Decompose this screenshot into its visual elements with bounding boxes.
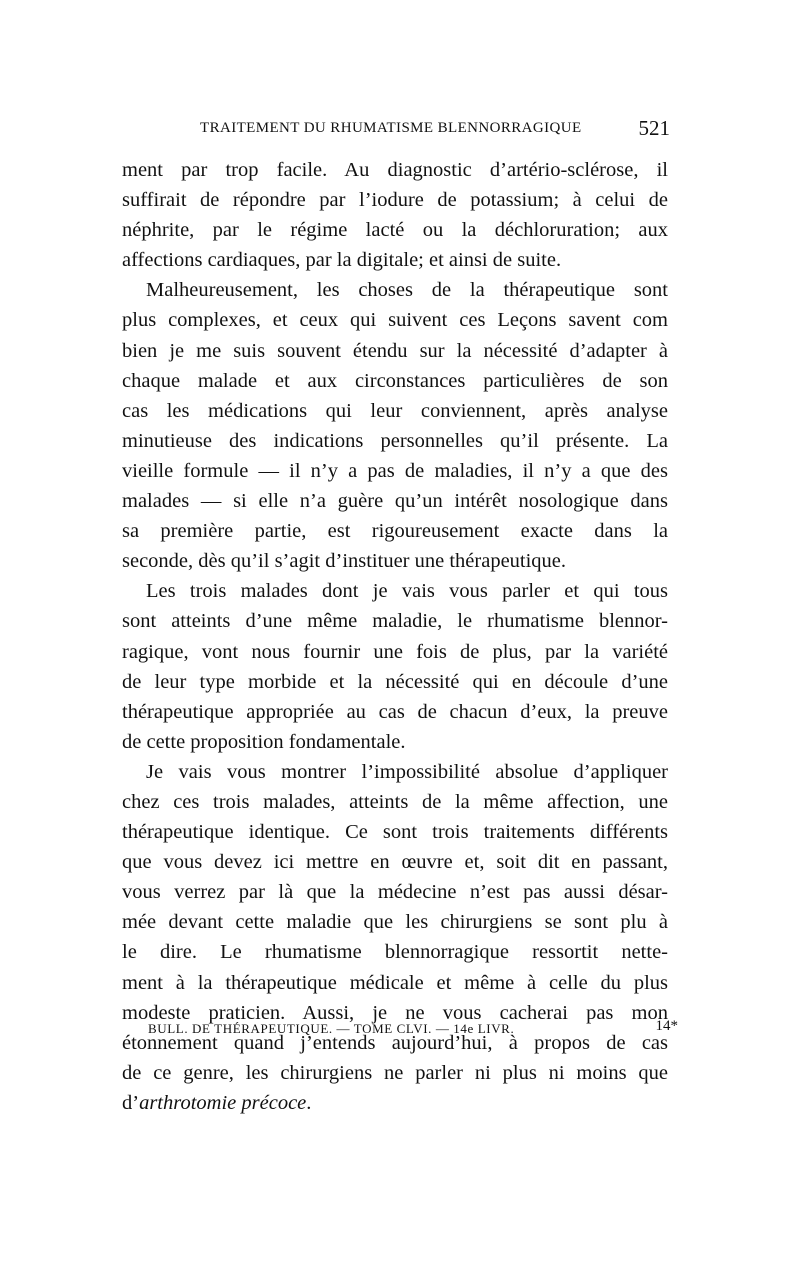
text-line: de cette proposition fondamentale. bbox=[122, 730, 406, 753]
sheet-number: 14* bbox=[655, 1018, 678, 1034]
text-line: néphrite, par le régime lacté ou la déchloruration; aux bbox=[122, 219, 668, 242]
text-line: cas les médications qui leur conviennent, après analyse bbox=[122, 399, 668, 422]
page-number: 521 bbox=[638, 116, 670, 140]
text-line: étonnement quand j’entends aujourd’hui, à propos de cas bbox=[122, 1031, 668, 1054]
text-line: affections cardiaques, par la digitale; et ainsi de suite. bbox=[122, 249, 562, 272]
text-line: Les trois malades dont je vais vous parler et qui tous bbox=[146, 580, 668, 603]
text-line: ment à la thérapeutique médicale et même à celle du plus bbox=[122, 971, 668, 994]
text-line: ragique, vont nous fournir une fois de plus, par la variété bbox=[122, 640, 668, 663]
final-line-suffix: . bbox=[306, 1091, 312, 1114]
text-line: chaque malade et aux circonstances particulières de son bbox=[122, 369, 668, 392]
text-line: vieille formule — il n’y a pas de maladies, il n’y a que des bbox=[122, 459, 668, 482]
body-text bbox=[122, 155, 668, 1118]
text-line: chez ces trois malades, atteints de la même affection, une bbox=[122, 790, 668, 813]
text-line: de leur type morbide et la nécessité qui en découle d’une bbox=[122, 670, 668, 693]
text-line: minutieuse des indications personnelles qu’il présente. La bbox=[122, 429, 668, 452]
text-line: le dire. Le rhumatisme blennorragique ressortit nette- bbox=[122, 941, 668, 964]
text-line: que vous devez ici mettre en œuvre et, soit dit en passant, bbox=[122, 851, 668, 874]
final-line-prefix: d’ bbox=[122, 1091, 140, 1114]
text-line: plus complexes, et ceux qui suivent ces Leçons savent com bbox=[122, 309, 668, 332]
text-line: Je vais vous montrer l’impossibilité absolue d’appliquer bbox=[146, 760, 668, 783]
text-line: Malheureusement, les choses de la thérapeutique sont bbox=[146, 279, 668, 302]
italic-term: arthrotomie précoce bbox=[139, 1091, 307, 1114]
text-line: seconde, dès qu’il s’agit d’instituer une thérapeutique. bbox=[122, 550, 567, 573]
text-line-final bbox=[122, 1088, 668, 1118]
text-line: thérapeutique appropriée au cas de chacun d’eux, la preuve bbox=[122, 700, 668, 723]
text-line: suffirait de répondre par l’iodure de potassium; à celui de bbox=[122, 189, 668, 212]
running-head bbox=[122, 116, 670, 140]
page-footer bbox=[148, 1018, 678, 1040]
text-line: vous verrez par là que la médecine n’est pas aussi désar- bbox=[122, 881, 668, 904]
text-line: de ce genre, les chirurgiens ne parler ni plus ni moins que bbox=[122, 1061, 668, 1084]
text-line: mée devant cette maladie que les chirurgiens se sont plu à bbox=[122, 911, 668, 934]
text-line: malades — si elle n’a guère qu’un intérêt nosologique dans bbox=[122, 490, 668, 513]
text-line: thérapeutique identique. Ce sont trois traitements différents bbox=[122, 821, 668, 844]
text-line: ment par trop facile. Au diagnostic d’artério-sclérose, il bbox=[122, 159, 668, 181]
text-line: sa première partie, est rigoureusement exacte dans la bbox=[122, 520, 668, 543]
text-line: sont atteints d’une même maladie, le rhumatisme blennor- bbox=[122, 610, 668, 633]
running-title: TRAITEMENT DU RHUMATISME BLENNORRAGIQUE bbox=[200, 120, 582, 136]
text-line: modeste praticien. Aussi, je ne vous cacherai pas mon bbox=[122, 1001, 668, 1024]
printer-signature: BULL. DE THÉRAPEUTIQUE. — TOME CLVI. — 14e LIVR. bbox=[148, 1021, 515, 1036]
text-line: bien je me suis souvent étendu sur la nécessité d’adapter à bbox=[122, 339, 668, 362]
